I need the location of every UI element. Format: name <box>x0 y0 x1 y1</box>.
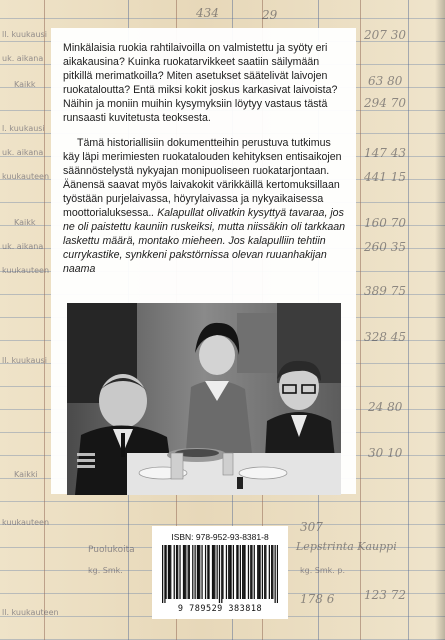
ledger-label: l. kuukausi <box>2 124 45 133</box>
barcode-bar <box>185 545 186 599</box>
isbn-label: ISBN: 978-952-93-8381-8 <box>171 532 269 542</box>
barcode-bar <box>177 545 178 599</box>
barcode-bar <box>265 545 266 599</box>
isbn-barcode-panel <box>152 526 288 619</box>
barcode-bar <box>197 545 198 599</box>
galley-photograph <box>67 303 341 495</box>
ledger-number: 207 30 <box>364 28 406 42</box>
ledger-number: 29 <box>262 8 278 22</box>
barcode-bar <box>236 545 237 599</box>
barcode-bar <box>254 545 255 599</box>
barcode-bar <box>226 545 227 599</box>
cover-edge-shadow <box>435 0 445 640</box>
barcode-bar <box>213 545 214 599</box>
barcode-bar <box>269 545 270 599</box>
barcode-bar <box>222 545 223 599</box>
ledger-label: ll. kuukausi <box>2 356 47 365</box>
barcode-bar <box>212 545 213 599</box>
ledger-number: 328 45 <box>364 330 406 344</box>
ledger-label: kuukauteen <box>2 266 50 275</box>
barcode-bar <box>251 545 252 599</box>
barcode-bar <box>174 545 175 599</box>
blurb-paragraph-description <box>63 137 346 276</box>
barcode-bar <box>205 545 206 599</box>
barcode-bar <box>208 545 209 599</box>
barcode-bar <box>248 545 249 599</box>
barcode-bar <box>272 545 273 599</box>
barcode-bar <box>165 545 166 599</box>
barcode-bar <box>233 545 234 599</box>
photograph-illustration <box>67 303 341 495</box>
ledger-label: uk. aikana <box>2 54 44 63</box>
ledger-number: 160 70 <box>364 216 406 230</box>
barcode-bar <box>219 545 220 603</box>
barcode-bar <box>194 545 195 599</box>
barcode-bar <box>229 545 230 599</box>
ledger-label: ll. kuukauteen <box>2 608 59 617</box>
barcode-bar <box>277 545 278 603</box>
barcode-bar <box>188 545 189 599</box>
ledger-label: Kaikk <box>14 218 36 227</box>
barcode-bar <box>258 545 259 599</box>
ledger-label: Kaikki <box>14 470 38 479</box>
ledger-number: 30 10 <box>368 446 403 460</box>
ledger-label: kuukauteen <box>2 172 50 181</box>
ledger-number: 294 70 <box>364 96 406 110</box>
barcode-bar <box>242 545 243 599</box>
ledger-rule <box>408 0 409 640</box>
barcode-bar <box>271 545 272 599</box>
handwritten-note: Lepstrinta Kauppi <box>296 540 397 553</box>
ledger-number: 24 80 <box>368 400 403 414</box>
ledger-label: Kaikk <box>14 80 36 89</box>
barcode-bar <box>228 545 229 599</box>
ledger-number: 434 <box>196 6 219 20</box>
blurb-quote: . Kalapullat olivatkin kysyttyä tavaraa, jos ne oli paistettu kauniin ruskeiksi, mutta niissäkin oli tarkkaan laskettu määrä, montako mieheen. Jos kalapulliin tehtiin currykastike, synkkeni pakstörnissa olevan ruuanhakijan naama <box>63 206 346 275</box>
barcode-bar <box>201 545 202 599</box>
barcode-bar <box>217 545 218 599</box>
ledger-label: uk. aikana <box>2 242 44 251</box>
isbn-digits: 9 789529 383818 <box>177 604 263 614</box>
barcode-bar <box>179 545 180 599</box>
ledger-rule <box>44 0 45 640</box>
blurb-description-text: Tämä historiallisiin dokumentteihin perustuva tutkimus käy läpi merimiesten ruokatalouden kehityksen entisaikojen säännöstelystä nykyajan monipuoliseen ruokatarjontaan. Äänensä saavat myös laivakokit värikkäillä kertomuksillaan työstään purjelaivassa, höyrylaivassa ja nykyaikaisessa moottorialuksessa. <box>63 137 342 219</box>
barcode-bar <box>275 545 276 603</box>
barcode-bar <box>237 545 238 599</box>
barcode-bar <box>176 545 177 599</box>
barcode-bar <box>164 545 165 603</box>
ledger-number: 123 72 <box>364 588 406 602</box>
barcode-bar <box>162 545 163 603</box>
ledger-number: 147 43 <box>364 146 406 160</box>
ledger-number: 441 15 <box>364 170 406 184</box>
barcode-bar <box>207 545 208 599</box>
ledger-label: uk. aikana <box>2 148 44 157</box>
ledger-label: kuukauteen <box>2 518 50 527</box>
ledger-number: 260 35 <box>364 240 406 254</box>
barcode-bar <box>257 545 258 599</box>
ledger-label: ll. kuukausi <box>2 30 47 39</box>
barcode-bar <box>244 545 245 599</box>
barcode-bar <box>240 545 241 599</box>
barcode-bar <box>168 545 169 599</box>
ledger-label: Puolukoita <box>88 545 135 555</box>
barcode-bar <box>243 545 244 599</box>
barcode-bar <box>198 545 199 599</box>
ledger-label: kg. Smk. p. <box>300 566 346 575</box>
ledger-number: 389 75 <box>364 284 406 298</box>
barcode-bar <box>170 545 171 599</box>
barcode-icon <box>162 545 278 603</box>
barcode-bar <box>183 545 184 599</box>
barcode-bar <box>192 545 193 599</box>
barcode-bar <box>169 545 170 599</box>
ledger-number: 63 80 <box>368 74 403 88</box>
ledger-number: 307 <box>300 520 323 534</box>
barcode-bar <box>189 545 190 599</box>
barcode-bar <box>184 545 185 599</box>
ledger-number: 178 6 <box>300 592 335 606</box>
barcode-bar <box>259 545 260 599</box>
barcode-bar <box>221 545 222 603</box>
barcode-bar <box>262 545 263 599</box>
barcode-bar <box>214 545 215 599</box>
barcode-bar <box>199 545 200 599</box>
barcode-bar <box>250 545 251 599</box>
ledger-label: kg. Smk. <box>88 566 123 575</box>
barcode-bar <box>230 545 231 599</box>
blurb-paragraph-intro: Minkälaisia ruokia rahtilaivoilla on valmistettu ja syöty eri aikakausina? Kuinka ruokatarvikkeet saatiin säilymään pitkillä merimatkoilla? Miten asetukset säätelivät laivojen ruokataloutta? Entä miksi kokit joskus karkasivat laivoista? Näihin ja moniin muihin kysymyksiin löytyy vastaus tästä runsaasti kuvitetusta teoksesta. <box>63 42 338 124</box>
back-cover-blurb <box>63 42 346 277</box>
barcode-bar <box>264 545 265 599</box>
